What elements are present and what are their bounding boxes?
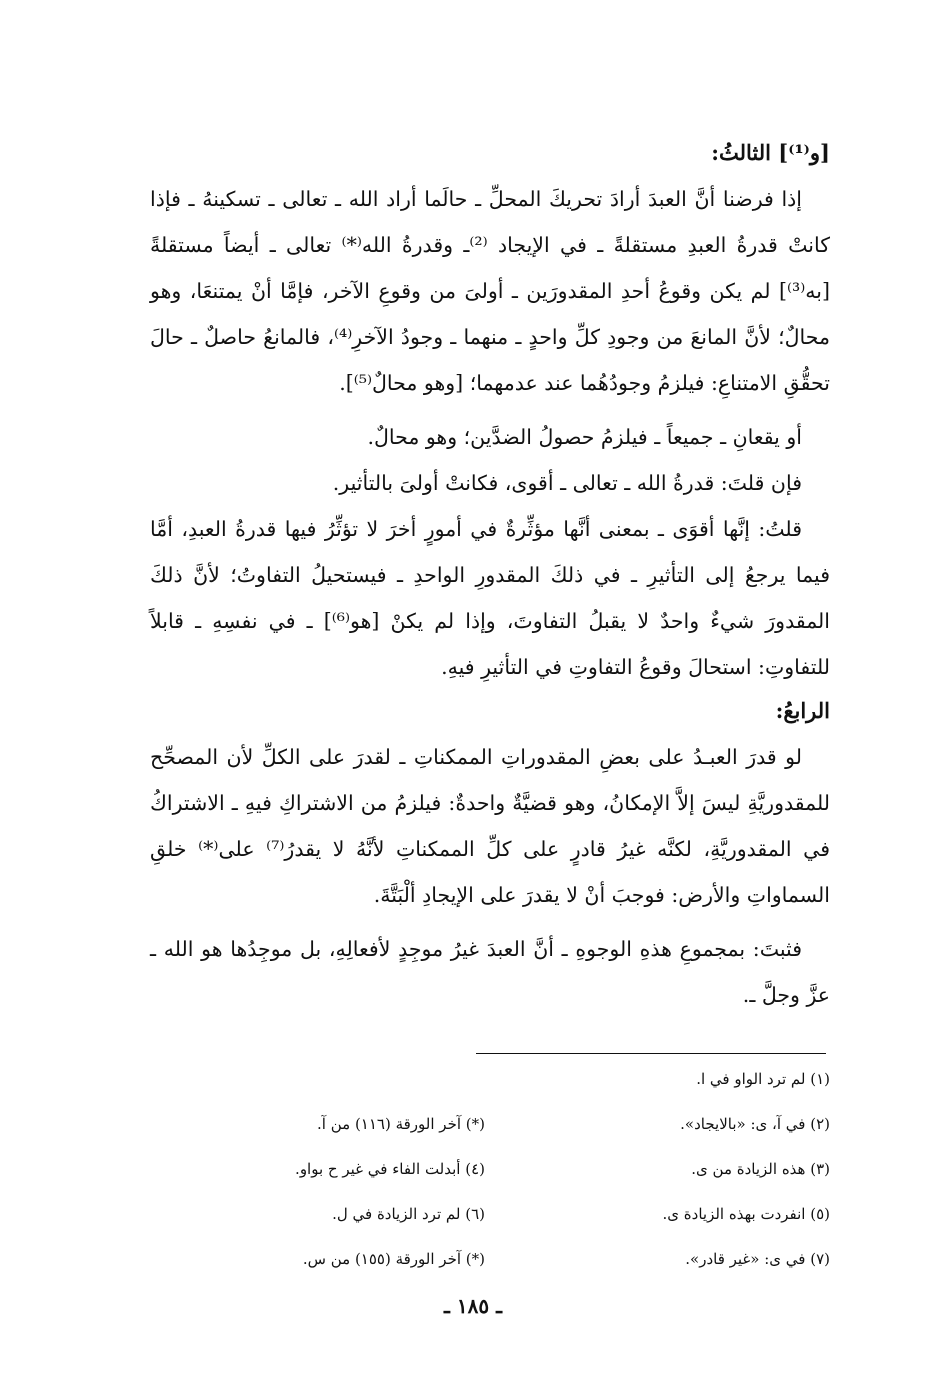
footnote: (٤) أبدلت الفاء في غير ح بواو.	[295, 1160, 485, 1178]
paragraph: فثبتَ: بمجموعِ هذهِ الوجوهِ ـ أنَّ العبدَ غيرُ موجِدٍ لأفعالِهِ، بل موجِدُها هو الله ـ عزَّ وجلَّ ـ.	[150, 937, 830, 1007]
footnote: (٧) في ى: «غير قادر».	[685, 1250, 830, 1268]
footnote: (١) لم ترد الواو في ا.	[696, 1070, 830, 1088]
paragraph: لو قدرَ العبـدُ على بعضِ المقدوراتِ الممكناتِ ـ لقدرَ على الكلِّ لأن المصحِّح للمقدوريَّةِ ليسَ إلاَّ الإمكانُ، وهو قضيَّةٌ واحدةٌ: فيلزمُ من الاشتراكِ فيهِ ـ الاشتراكُ في المقدوريَّةِ، لكنَّه غيرُ قادرٍ على كلِّ الممكناتِ لأنَّهُ لا يقدرُ⁽⁷⁾ على⁽*⁾ خلقِ السماواتِ والأرض: فوجبَ أنْ لا يقدرَ على الإيجادِ ألْبَتَّةَ.	[150, 745, 830, 907]
footnote: (*) آخر الورقة (١١٦) من آ.	[317, 1115, 485, 1133]
section-heading-fourth: الرابعُ:	[775, 698, 830, 723]
footnote: (٣) هذه الزيادة من ى.	[691, 1160, 830, 1178]
footnote-row	[150, 1203, 830, 1248]
footnote-row	[150, 1113, 830, 1158]
paragraph: فإن قلتَ: قدرةُ الله ـ تعالى ـ أقوى، فكانتْ أولىَ بالتأثير.	[332, 471, 802, 495]
paragraph: إذا فرضنا أنَّ العبدَ أرادَ تحريكَ المحلِّ ـ حالَما أراد الله ـ تعالى ـ تسكينهُ ـ فإذا كانتْ قدرةُ العبدِ مستقلةً ـ في الإيجاد ⁽²⁾ـ وقدرةُ الله⁽*⁾ تعالى ـ أيضاً مستقلةً [به⁽³⁾] لم يكن وقوعُ أحدِ المقدورَين ـ أولىَ من وقوعِ الآخر، فإمَّا أنْ يمتنعَا، وهو محالٌ؛ لأنَّ المانعَ من وجودِ كلِّ واحدٍ ـ منهما ـ وجودُ الآخرِ⁽⁴⁾، فالمانعُ حاصلٌ ـ حالَ تحقُّقِ الامتناعِ: فيلزمُ وجودُهُما عند عدمهما؛ [وهو محالٌ⁽⁵⁾].	[150, 187, 830, 395]
footnote-divider	[476, 1053, 826, 1054]
footnote: (٢) في آ، ى: «بالايجاد».	[680, 1115, 830, 1133]
paragraph: أو يقعانِ ـ جميعاً ـ فيلزمُ حصولُ الضدَّين؛ وهو محالٌ.	[367, 425, 802, 449]
footnote-row	[150, 1248, 830, 1293]
page-number: ـ ١٨٥ ـ	[444, 1294, 502, 1318]
paragraph: قلتُ: إنَّها أقوَى ـ بمعنى أنَّها مؤثِّرةٌ في أمورٍ أخرَ لا تؤثِّرُ فيها قدرةُ العبدِ، أمَّا فيما يرجعُ إلى التأثيرِ ـ في ذلكَ المقدورِ الواحدِ ـ فيستحيلُ التفاوتُ؛ لأنَّ ذلكَ المقدورَ شيءٌ واحدٌ لا يقبلُ التفاوتَ، وإذا لم يكنْ [هو⁽⁶⁾] ـ في نفسِهِ ـ قابلاً للتفاوتِ: استحالَ وقوعُ التفاوتِ في التأثيرِ فيهِ.	[150, 517, 830, 679]
footnote: (*) آخر الورقة (١٥٥) من س.	[302, 1250, 485, 1268]
footnote: (٦) لم ترد الزيادة في ل.	[332, 1205, 485, 1223]
main-text	[150, 138, 830, 1018]
footnote: (٥) انفردت بهذه الزيادة ى.	[662, 1205, 830, 1223]
section-heading-third: [و⁽¹⁾] الثالثُ:	[711, 140, 830, 165]
footnote-row	[150, 1068, 830, 1113]
footnotes	[150, 1068, 830, 1293]
footnote-row	[150, 1158, 830, 1203]
